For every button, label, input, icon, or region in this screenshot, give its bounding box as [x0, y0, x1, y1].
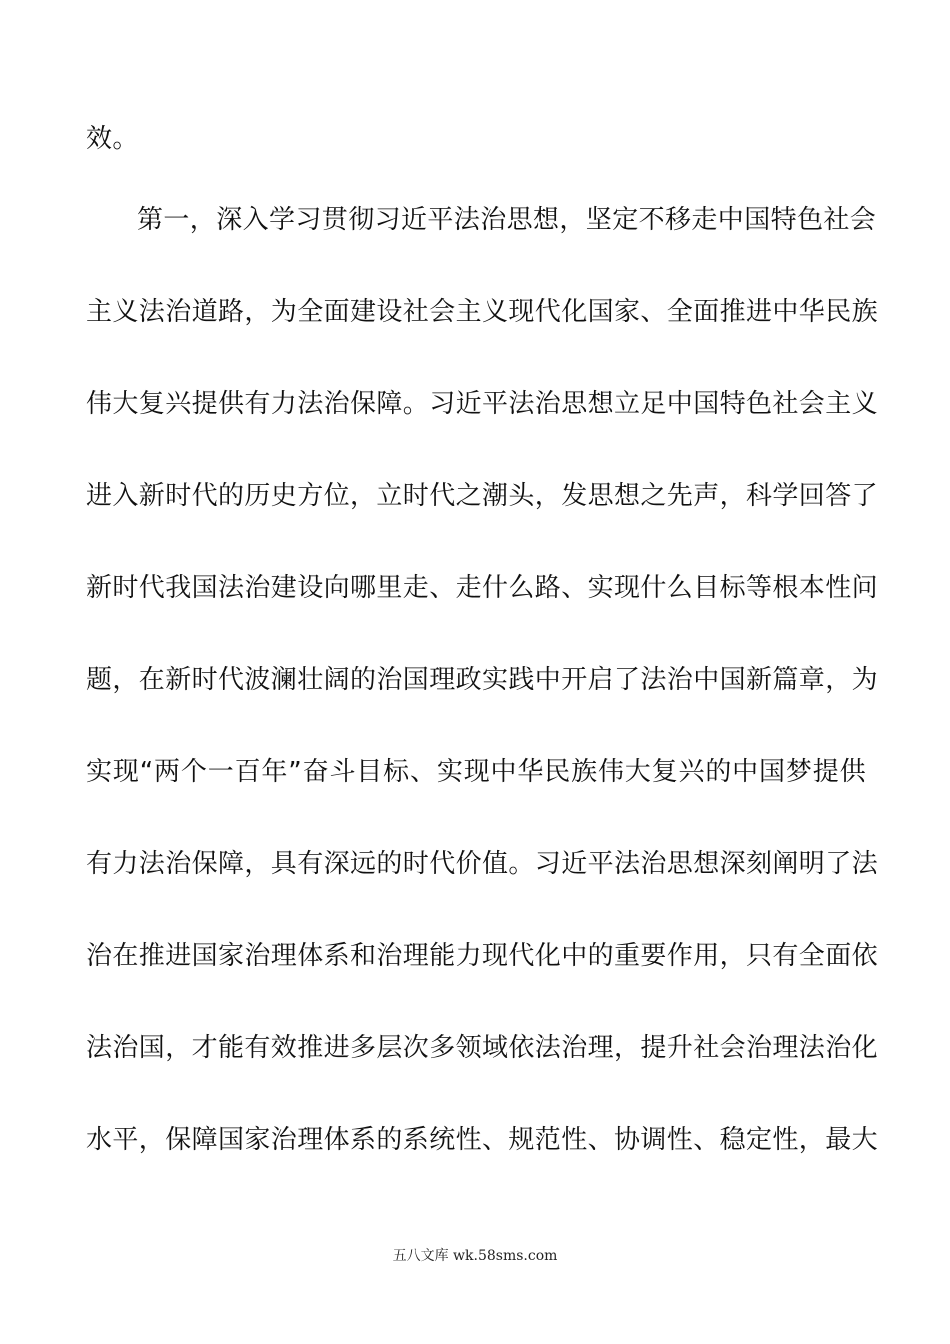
- text-line-2: 第一，深入学习贯彻习近平法治思想，坚定不移走中国特色社会: [137, 205, 877, 235]
- footer-watermark: 五八文库 wk.58sms.com: [392, 1248, 558, 1264]
- text-line-4: 伟大复兴提供有力法治保障。习近平法治思想立足中国特色社会主义: [86, 389, 879, 419]
- text-line-10: 治在推进国家治理体系和治理能力现代化中的重要作用，只有全面依: [86, 941, 879, 971]
- text-line-1: 效。: [86, 124, 139, 154]
- text-line-9: 有力法治保障，具有深远的时代价值。习近平法治思想深刻阐明了法: [86, 849, 879, 879]
- text-line-12: 水平，保障国家治理体系的系统性、规范性、协调性、稳定性，最大: [86, 1125, 879, 1155]
- text-line-8: 实现“两个一百年”奋斗目标、实现中华民族伟大复兴的中国梦提供: [86, 757, 866, 787]
- text-line-5: 进入新时代的历史方位，立时代之潮头，发思想之先声，科学回答了: [86, 481, 879, 511]
- text-line-7: 题，在新时代波澜壮阔的治国理政实践中开启了法治中国新篇章，为: [86, 665, 879, 695]
- text-line-11: 法治国，才能有效推进多层次多领域依法治理，提升社会治理法治化: [86, 1033, 879, 1063]
- text-line-3: 主义法治道路，为全面建设社会主义现代化国家、全面推进中华民族: [86, 297, 879, 327]
- text-line-6: 新时代我国法治建设向哪里走、走什么路、实现什么目标等根本性问: [86, 573, 879, 603]
